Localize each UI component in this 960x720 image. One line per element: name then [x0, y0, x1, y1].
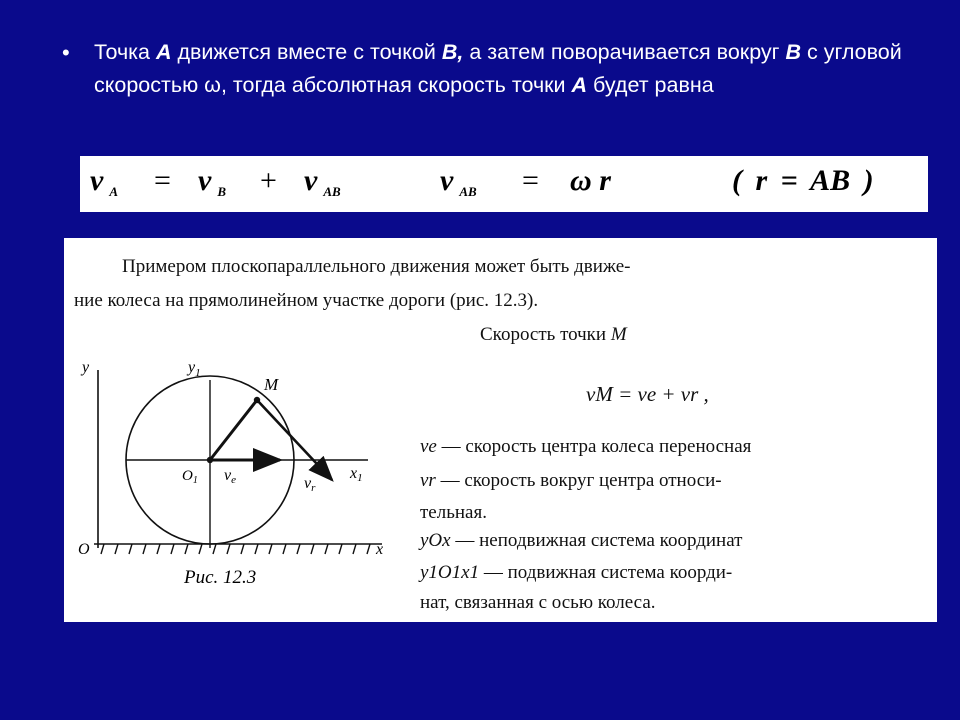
bullet-dot: •: [62, 40, 70, 65]
point-b-label: B: [785, 40, 802, 64]
vr-vector: [257, 400, 332, 480]
bullet-text: [94, 36, 914, 102]
x-label: x: [376, 541, 384, 558]
definition-y1o1x1: y1O1x1 — подвижная система коорди-: [420, 562, 733, 583]
text-line: Скорость точки M: [480, 324, 627, 345]
point-a-label: A: [155, 40, 172, 64]
figure-wheel-diagram: [64, 238, 404, 622]
text-segment: с угловой скоростью ω, тогда абсолютная скорость точки: [94, 40, 902, 97]
velocity-equation: vM = ve + vr ,: [586, 382, 709, 406]
formula-equals: =: [154, 164, 171, 197]
velocity-formula-box: [80, 156, 928, 212]
ground-hatching: [101, 544, 370, 554]
formula-vab: v $_{AB}$: [304, 164, 341, 199]
textbook-excerpt: [64, 238, 937, 622]
ve-label: ve: [224, 467, 236, 486]
text-segment: будет равна: [587, 73, 714, 97]
o1-label: $O_1$: [182, 468, 198, 486]
vr-label: vr: [304, 475, 316, 494]
definition-vr: vr — скорость вокруг центра относи-: [420, 470, 722, 491]
x1-label: x1: [350, 465, 363, 484]
definition-y1o1x1-cont: нат, связанная с осью колеса.: [420, 592, 656, 613]
m-label: M: [264, 375, 279, 394]
point-b-label: B,: [441, 40, 464, 64]
text-line: ние колеса на прямолинейном участке дороги (рис. 12.3).: [74, 290, 539, 311]
formula-omega-r: ω r: [570, 164, 611, 197]
radius-o1-m: [210, 400, 257, 460]
text-segment: а затем поворачивается вокруг: [463, 40, 786, 64]
y-label: y: [82, 359, 90, 376]
formula-vab-second: v $_{AB}$: [440, 164, 477, 199]
formula-vb: v $_B$: [198, 164, 226, 199]
text-segment: Точка: [94, 40, 156, 64]
point-o1: [207, 457, 213, 463]
formula-equals-second: =: [522, 164, 539, 197]
formula-r-definition: ( r = AB ): [732, 164, 874, 197]
point-a-label: A: [571, 73, 588, 97]
o-label: O: [78, 541, 90, 558]
definition-ve: ve — скорость центра колеса переносная: [420, 436, 752, 457]
text-line: Примером плоскопараллельного движения может быть движе-: [122, 256, 631, 277]
formula-va: v $_A$: [90, 164, 118, 199]
y1-label: $y_1$: [188, 359, 201, 379]
point-m: [254, 397, 260, 403]
definition-yox: yOx — неподвижная система координат: [420, 530, 743, 551]
text-segment: движется вместе с точкой: [171, 40, 442, 64]
definition-vr-cont: тельная.: [420, 502, 487, 523]
figure-caption: Рис. 12.3: [184, 567, 257, 588]
formula-plus: +: [260, 164, 277, 197]
